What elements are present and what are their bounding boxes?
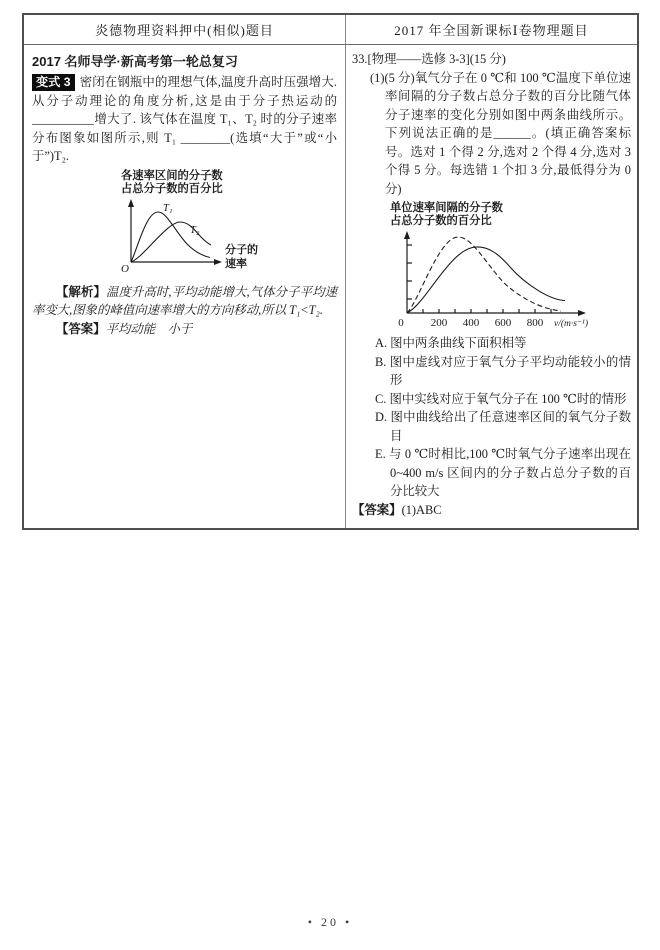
x-tick-label-800: 800 — [526, 317, 544, 329]
option-a-text: 图中两条曲线下面积相等 — [390, 336, 527, 350]
variant-tag-badge: 变式 3 — [32, 74, 75, 91]
header-cell-right — [346, 15, 637, 44]
left-figure-xlabel-line2: 速率 — [225, 257, 247, 270]
header-cell-left — [24, 15, 346, 44]
t1-curve-label: T₁ — [163, 202, 173, 214]
question-number: 33. — [352, 52, 368, 66]
option-a-label: A. — [375, 336, 388, 350]
question-header: [物理——选修 3-3](15 分) — [367, 52, 506, 66]
left-distribution-figure — [119, 170, 351, 278]
analysis-label: 【解析】 — [56, 284, 106, 299]
option-b-label: B. — [375, 354, 387, 369]
table-body-row — [24, 45, 637, 528]
right-column — [346, 45, 637, 528]
variant-problem-paragraph — [32, 73, 337, 166]
analysis-text: 温度升高时,平均动能增大,气体分子平均速率变大,图象的峰值向速率增大的方向移动,所以 T₁<T₂. — [32, 284, 337, 317]
right-answer-line — [352, 501, 631, 520]
table-header-row — [24, 15, 637, 45]
left-figure-ylabel-line2: 占总分子数的百分比 — [121, 182, 223, 195]
option-d-text: 图中曲线给出了任意速率区间的氧气分子数目 — [390, 410, 631, 443]
left-column — [24, 45, 346, 528]
right-answer-label: 【答案】 — [352, 502, 402, 517]
option-c-text: 图中实线对应于氧气分子在 100 ℃时的情形 — [389, 391, 627, 406]
right-distribution-graph — [384, 229, 622, 331]
y-axis-arrow-icon — [404, 231, 410, 239]
left-figure-xlabel-line1: 分子的 — [225, 243, 258, 256]
header-left-title: 炎德物理资料押中(相似)题目 — [95, 23, 274, 38]
question-part1-paragraph: (1)(5 分)氧气分子在 0 ℃和 100 ℃温度下单位速率间隔的分子数占总分子数的百分比随气体分子速率的变化分别如图中两条曲线所示。下列说法正确的是______。(填正确答案标号。选对 1 个得 2 分,选对 2 个得 4 分,选对 3 个得 5 分。每选错 1 个扣 3 分,最低得分为 0 分) — [370, 70, 631, 196]
option-c — [375, 390, 631, 409]
page-number: • 20 • — [307, 915, 353, 929]
dashed-curve-0c — [407, 237, 561, 313]
right-figure-ylabel-line2: 占总分子数的百分比 — [390, 215, 492, 227]
right-distribution-figure — [384, 202, 624, 331]
option-d — [375, 408, 631, 445]
solid-curve-100c — [407, 247, 565, 313]
y-axis-arrow-icon — [128, 199, 134, 207]
x-axis-arrow-icon — [214, 259, 222, 265]
header-right-title: 2017 年全国新课标Ⅰ卷物理题目 — [394, 23, 589, 38]
option-b — [375, 353, 631, 390]
question-header-line — [352, 50, 631, 69]
t2-curve-label: T₂ — [190, 224, 200, 236]
left-answer-line — [32, 320, 337, 339]
variant-problem-text: 密闭在钢瓶中的理想气体,温度升高时压强增大. 从分子动理论的角度分析,这是由于分子热运动的__________增大了. 该气体在温度 T₁、T₂ 时的分子速率分布图象如图所示,则 T₁ ________(选填“大于”或“小于”)T₂. — [32, 75, 337, 163]
option-e-label: E. — [375, 447, 386, 461]
comparison-table — [22, 13, 639, 530]
left-answer-label: 【答案】 — [56, 321, 106, 336]
x-tick-label-200: 200 — [430, 317, 448, 329]
x-axis-unit-label: v/(m·s⁻¹) — [554, 319, 588, 329]
x-tick-label-400: 400 — [462, 317, 480, 329]
option-e-text: 与 0 ℃时相比,100 ℃时氧气分子速率出现在 0~400 m/s 区间内的分子数占总分子数的百分比较大 — [388, 447, 631, 498]
x-tick-label-600: 600 — [494, 317, 512, 329]
origin-label: 0 — [398, 317, 404, 329]
option-c-label: C. — [375, 391, 387, 406]
x-axis-arrow-icon — [578, 310, 586, 316]
analysis-paragraph — [32, 283, 337, 320]
left-answer-text: 平均动能 小于 — [105, 321, 193, 336]
option-e — [375, 445, 631, 501]
option-b-text: 图中虚线对应于氧气分子平均动能较小的情形 — [389, 354, 631, 387]
left-figure-ylabel-line1: 各速率区间的分子数 — [121, 169, 223, 182]
option-d-label: D. — [375, 410, 388, 424]
series-title: 2017 名师导学·新高考第一轮总复习 — [32, 54, 238, 69]
option-a — [375, 334, 631, 353]
t1-curve — [131, 212, 210, 262]
right-figure-ylabel-line1: 单位速率间隔的分子数 — [390, 202, 503, 214]
origin-label: O — [121, 262, 129, 275]
left-distribution-graph — [119, 198, 269, 278]
right-answer-text: (1)ABC — [401, 502, 442, 517]
